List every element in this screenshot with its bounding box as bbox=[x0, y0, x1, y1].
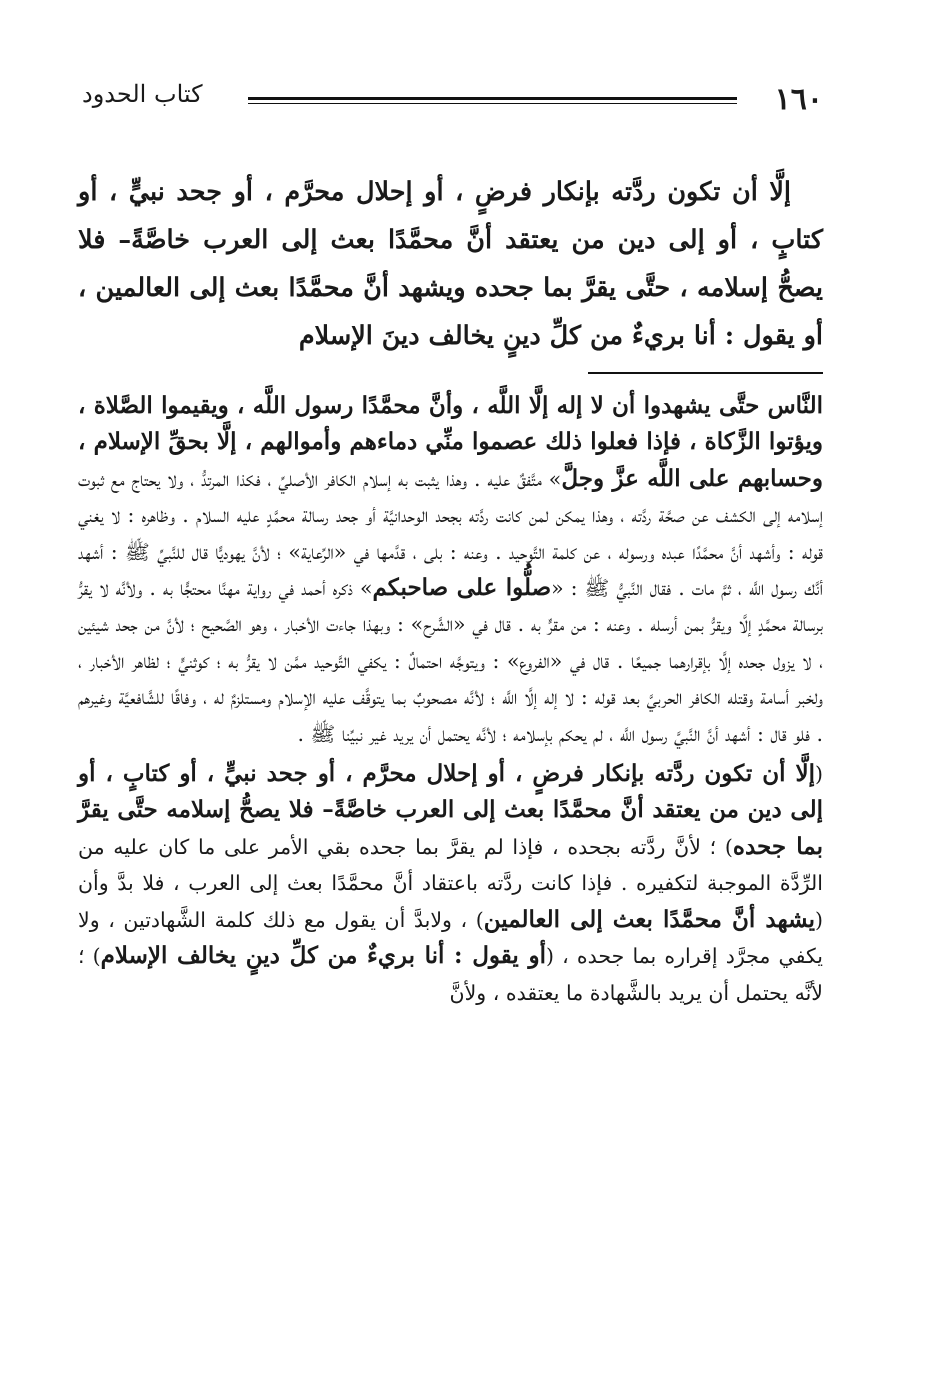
commentary-text: ) ؛ لأنَّه يحتمل أن يريد بالشَّهادة ما يعتقده ، ولأنَّ bbox=[78, 944, 823, 1005]
commentary-text: » متَّفقٌ عليه . وهذا يثبت به إسلام الكافر الأصليِّ ، فكذا المرتدُّ ، ولا يحتاج مع ثبوت إسلامه إلى الكشف عن صحَّة ردَّته ، وهذا يمكن لمن كانت ردَّته بجحد الوحدانيَّة أو جحد رسالة محمَّدٍ عليه السلام . وظاهره : لا يغني قوله : وأشهد أنَّ محمَّدًا عبده ورسوله ، عن كلمة التَّوحيد . وعنه : بلى ، قدَّمها في «الرِّعاية» ؛ لأنَّ يهوديًّا قال للنَّبيِّ ﷺ : أشهد أنَّك رسول اللَّه ، ثمَّ مات . فقال النَّبيُّ ﷺ : « bbox=[78, 466, 823, 601]
matn-quote: إلَّا أن تكون ردَّته بإنكار فرضٍ ، أو إحلال محرَّم ، أو جحد نبيٍّ ، أو كتابٍ ، أو إلى دين من يعتقد أنَّ محمَّدًا بعث إلى العرب خاصَّةً– فلا يصحُّ إسلامه حتَّى يقرَّ بما جحده bbox=[78, 760, 823, 860]
commentary-paragraph-2 bbox=[78, 756, 823, 1011]
commentary-text: ) ؛ لأنَّ ردَّته بجحده ، فإذا لم يقرَّ بما جحده بقي الأمر على ما كان عليه من الرِّدَّة الموجبة لتكفيره . فإذا كانت ردَّته باعتقاد أنَّ محمَّدًا بعث إلى العرب ، فلا بدَّ وأن ( bbox=[78, 834, 823, 932]
page-number: ١٦٠ bbox=[774, 82, 823, 117]
commentary-text: ) ، ولابدَّ أن يقول مع ذلك كلمة الشَّهادتين ، ولا يكفي مجرَّد إقراره بما جحده ، ( bbox=[78, 907, 823, 969]
page-header bbox=[78, 70, 823, 116]
matn-text: إلَّا أن تكون ردَّته بإنكار فرضٍ ، أو إحلال محرَّم ، أو جحد نبيٍّ ، أو كتابٍ ، أو إلى دين من يعتقد أنَّ محمَّدًا بعث إلى العرب خاصَّةً– فلا يصحُّ إسلامه ، حتَّى يقرَّ بما جحده ويشهد أنَّ محمَّدًا بعث إلى العالمين ، أو يقول : أنا بريءٌ من كلِّ دينٍ يخالف دينَ الإسلام bbox=[78, 177, 823, 351]
commentary-text: » ذكره أحمد في رواية مهنَّا محتجًّا به . ولأنَّه لا يقرُّ برسالة محمَّدٍ إلَّا ويقرُّ بمن أرسله . وعنه : من مقرٍّ به . قال في «الشَّرح» : وبهذا جاءت الأخبار ، وهو الصَّحيح ؛ لأنَّ من جحد شيئين ، لا يزول جحده إلَّا بإقرارهما جميعًا . قال في «الفروع» : ويتوجَّه احتمالٌ : يكفي التَّوحيد ممَّن لا يقرُّ به ؛ كوثنيٍّ ؛ لظاهر الأخبار ، ولخبر أسامة وقتله الكافر الحربيَّ بعد قوله : لا إله إلَّا اللَّه ؛ لأنَّه مصحوبٌ بما يتوقَّف عليه الإسلام ومستلزمٌ له ، وفاقًا للشَّافعيَّة وغيرهم . فلو قال : أشهد أنَّ النَّبيَّ رسول اللَّه ، لم يحكم بإسلامه ؛ لأنَّه يحتمل أن يريد غير نبيِّنا ﷺ . bbox=[78, 576, 823, 746]
book-title: كتاب الحدود bbox=[82, 80, 203, 108]
matn-quote: أو يقول : أنا بريءٌ من كلِّ دينٍ يخالف الإسلام bbox=[100, 942, 546, 970]
header-rule bbox=[248, 97, 737, 100]
commentary-paragraph-1 bbox=[78, 388, 823, 752]
footnote-divider bbox=[588, 372, 823, 374]
commentary-text: ( bbox=[815, 762, 823, 787]
book-page bbox=[78, 70, 823, 1350]
hadith-quote: صلُّوا على صاحبكم bbox=[372, 574, 552, 602]
matn-quote: يشهد أنَّ محمَّدًا بعث إلى العالمين bbox=[483, 905, 815, 933]
hadith-quote: النَّاس حتَّى يشهدوا أن لا إله إلَّا اللَّه ، وأنَّ محمَّدًا رسول اللَّه ، ويقيموا الصَّلاة ، ويؤتوا الزَّكاة ، فإذا فعلوا ذلك عصموا منِّي دماءهم وأموالهم ، إلَّا بحقِّ الإسلام ، وحسابهم على اللَّه عزَّ وجلَّ bbox=[78, 392, 823, 492]
commentary bbox=[78, 388, 823, 1011]
